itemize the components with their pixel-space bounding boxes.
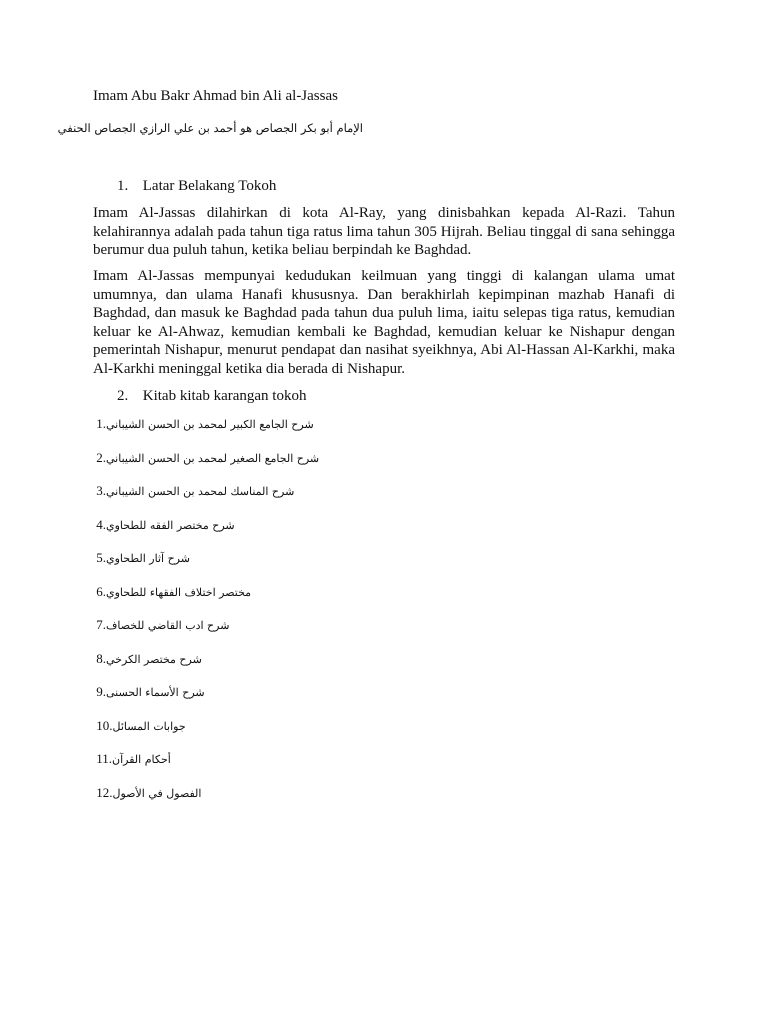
book-number: 1. xyxy=(93,416,106,431)
section-title: Kitab kitab karangan tokoh xyxy=(142,388,307,404)
section-number: 1. xyxy=(117,178,129,194)
book-title: شرح المناسك لمحمد بن الحسن الشيباني xyxy=(106,485,295,498)
section-heading-2 xyxy=(117,386,306,406)
paragraph-background-1: Imam Al-Jassas dilahirkan di kota Al-Ray, yang dinisbahkan kepada Al-Razi. Tahun kelahirannya adalah pada tahun tiga ratus lima tahun 305 Hijrah. Beliau tinggal di sana sehingga berumur dua puluh tahun, ketika beliau berpindah ke Baghdad. xyxy=(93,205,675,259)
arabic-name-line: الإمام أبو بكر الجصاص هو أحمد بن علي الرازي الجصاص الحنفي xyxy=(57,121,363,135)
book-list-item xyxy=(93,783,413,817)
book-title: شرح آثار الطحاوي xyxy=(106,552,190,565)
book-title: شرح مختصر الكرخي xyxy=(106,652,202,666)
book-number: 2. xyxy=(93,449,106,465)
book-title: مختصر اختلاف الفقهاء للطحاوي xyxy=(106,585,252,599)
section-heading-1 xyxy=(117,176,276,196)
book-title: شرح مختصر الفقه للطحاوي xyxy=(106,518,235,532)
book-list-item xyxy=(93,615,413,649)
book-number: 5. xyxy=(93,550,106,565)
book-title: شرح الجامع الكبير لمحمد بن الحسن الشيباني xyxy=(106,418,314,431)
book-list xyxy=(93,414,413,816)
paragraph-background-2: Imam Al-Jassas mempunyai kedudukan keilmuan yang tinggi di kalangan ulama umat umumnya, dan ulama Hanafi khususnya. Dan berakhirlah kepimpinan mazhab Hanafi di Baghdad, dan masuk ke Baghdad pada tahun dua puluh lima, iaitu selepas tiga ratus, kemudian keluar ke Al-Ahwaz, kemudian kembali ke Baghdad, kemudian keluar ke Nishapur dengan pemerintah Nishapur, menurut pendapat dan nasihat syeikhnya, Abi Al-Hassan Al-Karkhi, maka Al-Karkhi meninggal ketika dia berada di Nishapur. xyxy=(93,268,675,377)
book-list-item xyxy=(93,481,413,515)
book-title: أحكام القرآن xyxy=(112,753,171,766)
document-title: Imam Abu Bakr Ahmad bin Ali al-Jassas xyxy=(93,88,338,104)
book-number: 7. xyxy=(93,617,106,632)
book-title: جوابات المسائل xyxy=(112,719,186,733)
book-list-item xyxy=(93,414,413,448)
book-list-item xyxy=(93,716,413,750)
book-number: 4. xyxy=(93,516,106,532)
book-list-item xyxy=(93,548,413,582)
section-number: 2. xyxy=(117,388,129,404)
book-number: 11. xyxy=(93,751,113,766)
book-number: 9. xyxy=(93,684,106,699)
book-list-item xyxy=(93,448,413,482)
book-number: 10. xyxy=(93,717,113,733)
book-list-item xyxy=(93,682,413,716)
book-title: الفصول في الأصول xyxy=(112,786,202,800)
book-title: شرح الجامع الصغير لمحمد بن الحسن الشيباني xyxy=(106,451,320,465)
book-list-item xyxy=(93,582,413,616)
book-list-item xyxy=(93,649,413,683)
book-number: 3. xyxy=(93,483,106,498)
book-number: 6. xyxy=(93,583,106,599)
book-list-item xyxy=(93,515,413,549)
book-number: 12. xyxy=(93,784,113,800)
book-number: 8. xyxy=(93,650,106,666)
book-title: شرح الأسماء الحسنى xyxy=(106,686,205,699)
section-title: Latar Belakang Tokoh xyxy=(142,178,277,194)
book-list-item xyxy=(93,749,413,783)
book-title: شرح ادب القاضي للخصاف xyxy=(106,619,230,632)
